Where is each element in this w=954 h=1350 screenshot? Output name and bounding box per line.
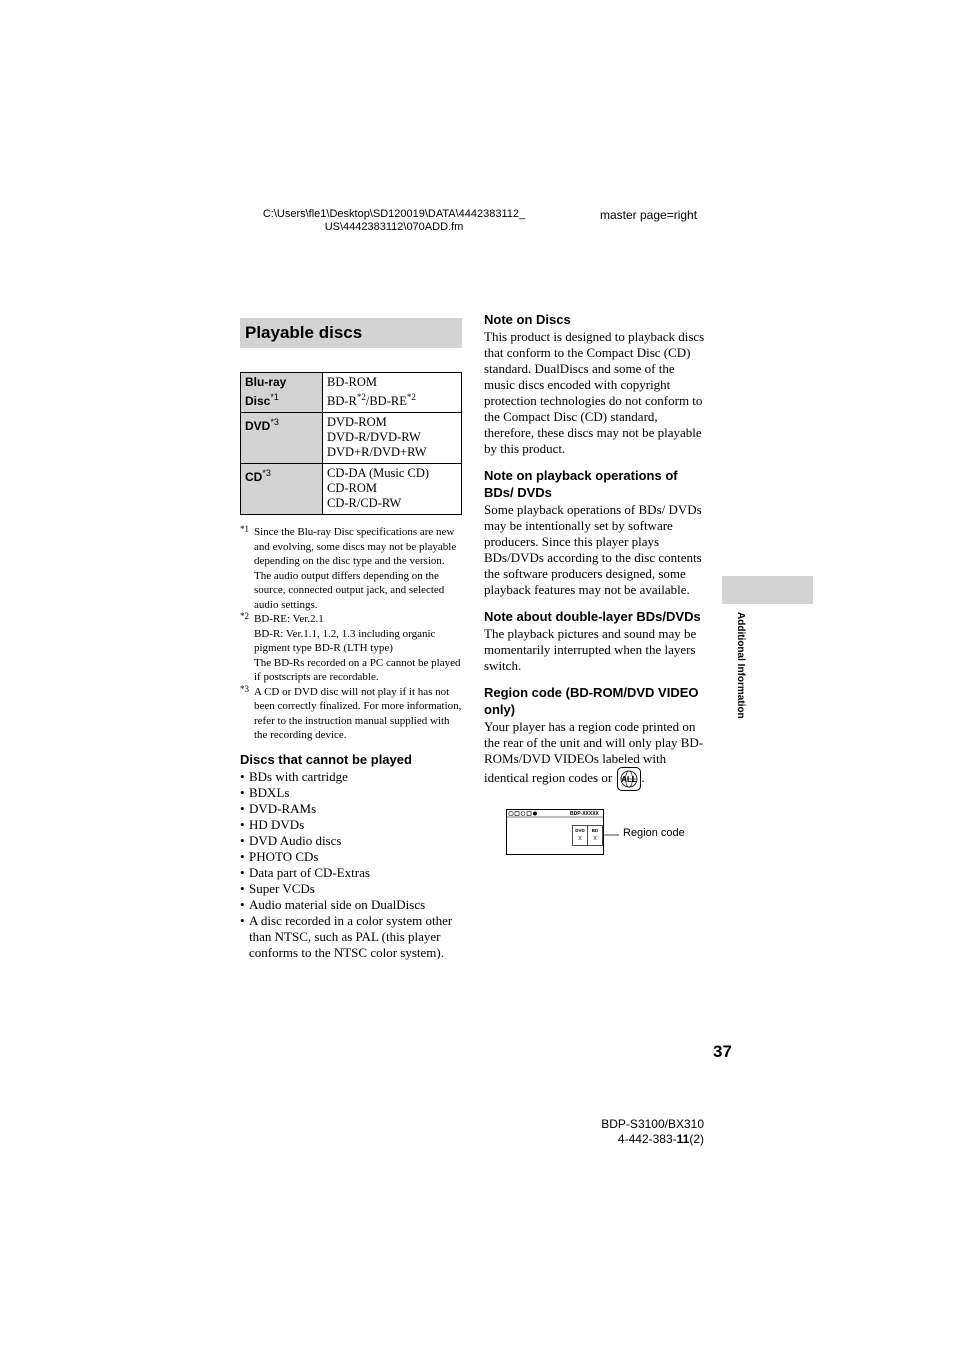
disc-format: DVD+R/DVD+RW [327, 445, 427, 460]
list-item: • DVD Audio discs [240, 833, 462, 849]
disc-kind-label: DVD [245, 419, 271, 434]
bd-label: BD [591, 828, 599, 833]
disc-format: CD-DA (Music CD) [327, 466, 430, 481]
part-code-revision: 11 [676, 1132, 690, 1146]
all-region-icon [617, 767, 641, 791]
part-code-prefix: 4-442-383- [617, 1132, 677, 1146]
footnote-text: A CD or DVD disc will not play if it has not been correctly finalized. For more information, refer to the instruction manual supplied with the recording device. [254, 685, 462, 742]
list-item: • HD DVDs [240, 817, 462, 833]
side-tab-label [734, 612, 746, 732]
section-title: Playable discs [245, 323, 363, 342]
footnote-mark: *2 [240, 611, 249, 622]
disc-formats-cell [323, 373, 462, 413]
left-column [240, 318, 462, 961]
cannot-play-list [240, 769, 462, 961]
playable-discs-table [240, 372, 462, 515]
region-code-diagram [506, 809, 626, 859]
note-body-text: . [641, 769, 645, 785]
page-number: 37 [713, 1042, 732, 1061]
list-item: • Audio material side on DualDiscs [240, 897, 462, 913]
region-code-callout: Region code [623, 827, 685, 839]
list-item: • A disc recorded in a color system other than NTSC, such as PAL (this player conforms to the NTSC color system). [240, 913, 462, 961]
disc-format-part: /BD-RE [365, 394, 407, 409]
note-body [484, 719, 706, 791]
file-path [244, 208, 544, 234]
footnote [240, 685, 462, 743]
disc-format: CD-ROM [327, 481, 378, 496]
note-heading: Region code (BD-ROM/DVD VIDEO only) [484, 685, 699, 717]
footnote-mark: *3 [270, 417, 279, 428]
disc-kind-cell [241, 413, 323, 464]
list-item: • BDXLs [240, 785, 462, 801]
table-row [241, 464, 462, 515]
part-code-suffix: (2) [689, 1132, 704, 1146]
disc-kind-cell [241, 464, 323, 515]
footnote-mark: *2 [406, 392, 416, 402]
disc-kind-cell [241, 373, 323, 413]
dvd-label: DVD [575, 828, 585, 833]
footnote-mark: *3 [262, 468, 271, 479]
bd-region-value: X [593, 836, 597, 842]
cannot-play-heading: Discs that cannot be played [240, 751, 412, 767]
file-path-line1: C:\Users\fle1\Desktop\SD120019\DATA\4442383112_ [262, 208, 526, 220]
disc-kind-label: Disc [245, 394, 271, 408]
master-page-label: master page=right [600, 208, 698, 222]
footnote [240, 612, 462, 685]
right-column [484, 311, 706, 791]
disc-format: CD-R/CD-RW [327, 496, 402, 511]
note-heading: Note about double-layer BDs/DVDs [484, 609, 701, 624]
footnote-mark: *2 [356, 392, 366, 402]
dvd-region-value: X [578, 836, 582, 842]
note-heading: Note on playback operations of BDs/ DVDs [484, 468, 678, 500]
model-number: BDP-S3100/BX310 [601, 1117, 704, 1131]
table-row [241, 413, 462, 464]
disc-formats-cell [323, 464, 462, 515]
list-item: • DVD-RAMs [240, 801, 462, 817]
all-icon-text: ALL [621, 775, 638, 784]
footnotes [240, 525, 462, 743]
list-item: • PHOTO CDs [240, 849, 462, 865]
disc-format: DVD-R/DVD-RW [327, 430, 421, 445]
list-item: • Super VCDs [240, 881, 462, 897]
disc-format [327, 390, 457, 409]
note-body: This product is designed to playback discs that conform to the Compact Disc (CD) standard. DualDiscs and some of the music discs encoded with copyright protection technologies do not conform to the Compact Disc (CD) standard, therefore, these discs may not be playable by this product. [484, 329, 705, 456]
disc-kind-label: Blu-ray [245, 375, 287, 389]
footnote-mark: *1 [270, 392, 279, 402]
footnote [240, 525, 462, 612]
section-title-bar [240, 318, 462, 348]
disc-kind-label: CD [245, 470, 263, 485]
note-heading: Note on Discs [484, 312, 571, 327]
part-code [560, 1132, 704, 1147]
side-tab-text: Additional Information [735, 612, 746, 719]
list-item: • BDs with cartridge [240, 769, 462, 785]
note-body: Some playback operations of BDs/ DVDs may be intentionally set by software producers. Since this player plays BDs/DVDs according to the disc contents the software producers designed, some playback features may not be available. [484, 502, 702, 597]
disc-format: BD-ROM [327, 375, 378, 389]
note-body-text: Your player has a region code printed on the rear of the unit and will only play BD-ROMs/DVD VIDEOs labeled with identical region codes or [484, 719, 704, 785]
footnote-text: Since the Blu-ray Disc specifications are new and evolving, some discs may not be playable depending on the disc type and the version. [254, 526, 457, 568]
list-item: • Data part of CD-Extras [240, 865, 462, 881]
model-label: BDP-XXXXX [570, 811, 599, 817]
disc-format: DVD-ROM [327, 415, 387, 430]
file-path-line2: US\4442383112\070ADD.fm [324, 221, 464, 233]
disc-formats-cell [323, 413, 462, 464]
footnote-text: BD-R: Ver.1.1, 1.2, 1.3 including organic pigment type BD-R (LTH type) [254, 627, 436, 655]
note-body: The playback pictures and sound may be momentarily interrupted when the layers switch. [484, 626, 697, 673]
side-tab [722, 576, 813, 604]
footer [560, 1117, 704, 1147]
footnote-text: BD-RE: Ver.2.1 [254, 613, 324, 626]
footnote-text: The BD-Rs recorded on a PC cannot be played if postscripts are recordable. [254, 656, 461, 684]
footnote-mark: *1 [240, 524, 249, 535]
table-row [241, 373, 462, 413]
disc-format-part: BD-R [327, 394, 357, 409]
footnote-mark: *3 [240, 683, 249, 694]
footnote-text: The audio output differs depending on the source, connected output jack, and selected audio settings. [254, 569, 445, 611]
